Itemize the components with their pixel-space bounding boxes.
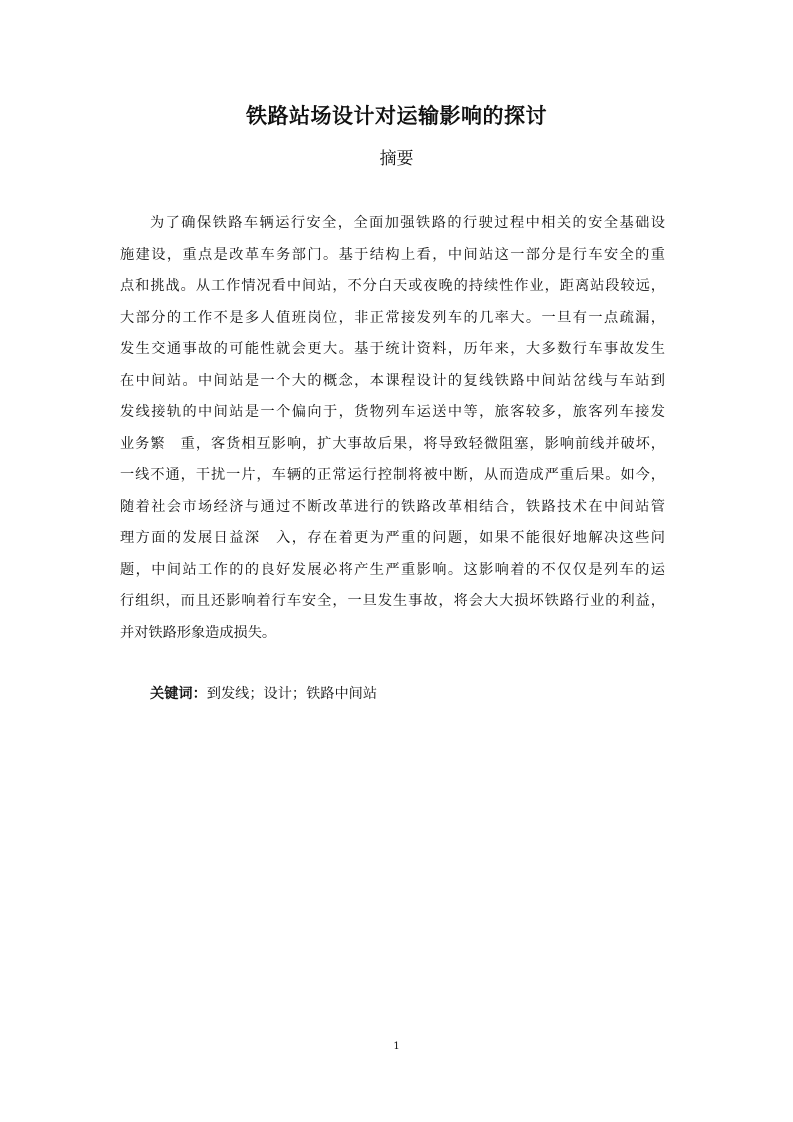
page-number: 1 (393, 1041, 400, 1052)
keywords-line (150, 682, 377, 706)
abstract-line: 理方面的发展日益深 入，存在着更为严重的问题，如果不能很好地解决这些问 (120, 530, 665, 546)
document-title: 铁路站场设计对运输影响的探讨 (246, 104, 547, 128)
abstract-line: 为了确保铁路车辆运行安全，全面加强铁路的行驶过程中相关的安全基础设 (150, 215, 665, 231)
keywords-label: 关键词： (150, 686, 207, 702)
abstract-line: 题，中间站工作的的良好发展必将产生严重影响。这影响着的不仅仅是列车的运 (120, 561, 665, 578)
abstract-line: 随着社会市场经济与通过不断改革进行的铁路改革相结合，铁路技术在中间站管 (120, 498, 665, 515)
abstract-line: 点和挑战。从工作情况看中间站，不分白天或夜晚的持续性作业，距离站段较远， (120, 278, 665, 294)
abstract-line: 发生交通事故的可能性就会更大。基于统计资料，历年来，大多数行车事故发生 (120, 341, 665, 357)
abstract-line: 并对铁路形象造成损失。 (120, 624, 277, 641)
abstract-line: 在中间站。中间站是一个大的概念，本课程设计的复线铁路中间站岔线与车站到 (120, 372, 665, 389)
keywords-text: 到发线；设计；铁路中间站 (206, 686, 378, 702)
abstract-line: 施建设，重点是改革车务部门。基于结构上看，中间站这一部分是行车安全的重 (120, 246, 665, 263)
abstract-line: 一线不通，干扰一片，车辆的正常运行控制将被中断，从而造成严重后果。如今， (120, 467, 665, 483)
abstract-heading: 摘要 (379, 149, 414, 169)
abstract-line: 大部分的工作不是多人值班岗位，非正常接发列车的几率大。一旦有一点疏漏， (120, 309, 665, 326)
abstract-line: 业务繁 重，客货相互影响，扩大事故后果，将导致轻微阻塞，影响前线并破坏， (120, 435, 665, 452)
abstract-line: 行组织，而且还影响着行车安全，一旦发生事故，将会大大损坏铁路行业的利益， (120, 593, 665, 609)
abstract-line: 发线接轨的中间站是一个偏向于，货物列车运送中等，旅客较多，旅客列车接发 (120, 404, 665, 420)
abstract-body (120, 208, 665, 649)
